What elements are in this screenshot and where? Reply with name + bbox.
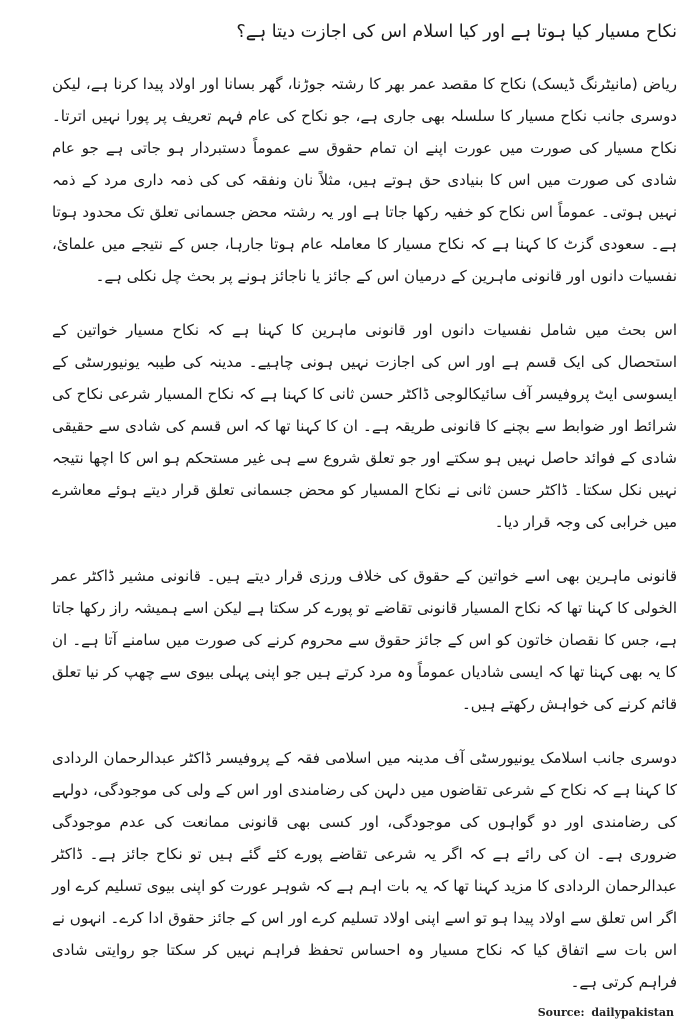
article xyxy=(52,18,677,1020)
source-credit xyxy=(538,1006,674,1019)
source-label: Source: xyxy=(537,1006,585,1019)
article-paragraph-2: اس بحث میں شامل نفسیات دانوں اور قانونی ماہرین کا کہنا ہے کہ نکاح مسیار خواتین کے استحصال کی ایک قسم ہے اور اس کی اجازت نہیں ہونی چاہیے۔ مدینہ کی طیبہ یونیورسٹی کے ایسوسی ایٹ پروفیسر آف سائیکالوجی ڈاکٹر حسن ثانی کا کہنا ہے کہ نکاح المسیار شرعی نکاح کی شرائط اور ضوابط سے بچنے کا قانونی طریقہ ہے۔ ان کا کہنا تھا کہ اس قسم کی شادی سے حقیقی شادی کے فوائد حاصل نہیں ہو سکتے اور جو تعلق شروع سے ہی غیر مستحکم ہو اس کا اچھا نتیجہ نہیں نکل سکتا۔ ڈاکٹر حسن ثانی نے نکاح المسیار کو محض جسمانی تعلق قرار دیتے ہوئے معاشرے میں خرابی کی وجہ قرار دیا۔ xyxy=(52,321,677,531)
article-paragraph-3: قانونی ماہرین بھی اسے خواتین کے حقوق کی خلاف ورزی قرار دیتے ہیں۔ قانونی مشیر ڈاکٹر عمر الخولی کا کہنا تھا کہ نکاح المسیار قانونی تقاضے تو پورے کر سکتا ہے لیکن اسے ہمیشہ راز رکھا جاتا ہے، جس کا نقصان خاتون کو اس کے جائز حقوق سے محروم کرنے کی صورت میں سامنے آتا ہے۔ ان کا یہ بھی کہنا تھا کہ ایسی شادیاں عموماً وہ مرد کرتے ہیں جو اپنی پہلی بیوی سے چھپ کر نیا تعلق قائم کرنے کی خواہش رکھتے ہیں۔ xyxy=(52,567,677,713)
source-name: dailypakistan xyxy=(591,1006,674,1019)
article-paragraph-4: دوسری جانب اسلامک یونیورسٹی آف مدینہ میں اسلامی فقہ کے پروفیسر ڈاکٹر عبدالرحمان الردادی کا کہنا ہے کہ نکاح کے شرعی تقاضوں میں دلہن کی رضامندی اور اس کے ولی کی موجودگی، دولہے کی رضامندی اور دو گواہوں کی موجودگی، اور کسی بھی قانونی ممانعت کی عدم موجودگی ضروری ہے۔ ان کی رائے ہے کہ اگر یہ شرعی تقاضے پورے کئے گئے ہیں تو نکاح جائز ہے۔ ڈاکٹر عبدالرحمان الردادی کا مزید کہنا تھا کہ یہ بات اہم ہے کہ شوہر عورت کو اپنی بیوی تسلیم کرے اور اگر اس تعلق سے اولاد پیدا ہو تو اسے اپنی اولاد تسلیم کرے اور اس کے جائز حقوق ادا کرے۔ انہوں نے اس بات سے اتفاق کیا کہ نکاح مسیار وہ احساس تحفظ فراہم نہیں کر سکتا جو روایتی شادی فراہم کرتی ہے۔ xyxy=(52,749,677,991)
article-title: نکاح مسیار کیا ہوتا ہے اور کیا اسلام اس کی اجازت دیتا ہے؟ xyxy=(236,22,677,42)
article-paragraph-1: ریاض (مانیٹرنگ ڈیسک) نکاح کا مقصد عمر بھر کا رشتہ جوڑنا، گھر بسانا اور اولاد پیدا کرنا ہے، لیکن دوسری جانب نکاح مسیار کا سلسلہ بھی جاری ہے، جو نکاح کی عام فہم تعریف پر پورا نہیں اترتا۔ نکاح مسیار کی صورت میں عورت اپنے ان تمام حقوق سے عموماً دستبردار ہو جاتی ہے جو عام شادی کی صورت میں اس کا بنیادی حق ہوتے ہیں، مثلاً نان ونفقہ کی کی ذمہ داری مرد کے ذمہ نہیں ہوتی۔ عموماً اس نکاح کو خفیہ رکھا جاتا ہے اور یہ رشتہ محض جسمانی تعلق تک محدود ہوتا ہے۔ سعودی گزٹ کا کہنا ہے کہ نکاح مسیار کا معاملہ عام ہوتا جارہا، جس کے نتیجے میں علمائ، نفسیات دانوں اور قانونی ماہرین کے درمیان اس کے جائز یا ناجائز ہونے پر بحث چل نکلی ہے۔ xyxy=(52,75,677,285)
